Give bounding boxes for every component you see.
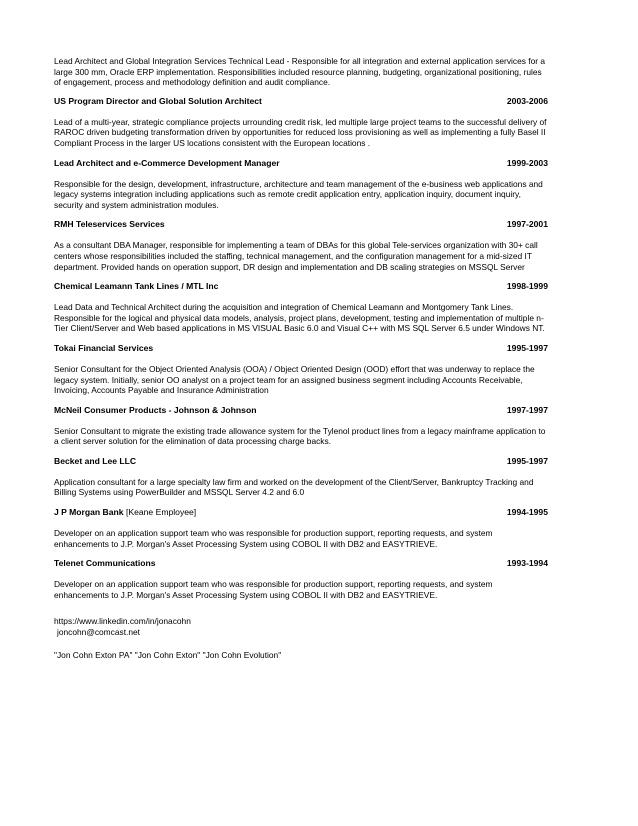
search-keywords: "Jon Cohn Exton PA" "Jon Cohn Exton" "Jon Cohn Evolution" xyxy=(54,650,282,661)
email-link[interactable]: joncohn@comcast.net xyxy=(57,627,140,638)
role-description: Application consultant for a large specialty law firm and worked on the development of the Client/Server, Bankruptcy Tracking and Billing Systems using PowerBuilder and MSSQL Server 4.2 and 6.0 xyxy=(54,476,534,498)
role-title-group xyxy=(54,343,153,354)
contact-block xyxy=(54,616,548,638)
role-title: Chemical Leamann Tank Lines / MTL Inc xyxy=(54,281,219,292)
linkedin-link[interactable]: https://www.linkedin.com/in/jonacohn xyxy=(54,616,191,627)
role-description: Senior Consultant for the Object Oriented Analysis (OOA) / Object Oriented Design (OOD) effort that was underway to replace the legacy system. Initially, senior OO analyst on a project team for an assigned business segment including Accounts Receivable, Invoicing, Accounts Payable and Insurance Administration xyxy=(54,363,535,396)
role-years: 1995-1997 xyxy=(506,342,548,353)
role-title: McNeil Consumer Products - Johnson & Johnson xyxy=(54,404,257,415)
role-description: Developer on an application support team who was responsible for production support, reporting requests, and system enhancements to J.P. Morgan's Asset Processing System using COBOL II with DB2 and EASYTRIEVE. xyxy=(54,579,493,600)
role-header xyxy=(54,281,548,292)
role-title-group xyxy=(54,281,218,292)
role-title-group xyxy=(54,507,196,518)
role-description: Lead of a multi-year, strategic compliance projects urrounding credit risk, led multiple large project teams to the successful delivery of RAROC driven budgeting transformation driven by opportunities for reduced loss provisioning as well as implementing a fully Basel II Compliant Process in the larger US locations consistent with the European locations . xyxy=(54,116,547,148)
role-title: RMH Teleservices Services xyxy=(54,219,165,230)
role-note: [Keane Employee] xyxy=(125,507,197,518)
intro-paragraph: Lead Architect and Global Integration Services Technical Lead - Responsible for all integration and external application services for a large 300 mm, Oracle ERP implementation. Responsibilities included resource planning, budgeting, organizational positioning, rules of engagement, process and methodology definition and audit compliance. xyxy=(54,56,545,88)
role-years: 2003-2006 xyxy=(506,95,548,106)
role-header xyxy=(54,158,548,169)
role-title: J P Morgan Bank xyxy=(54,507,124,518)
role-title-group xyxy=(54,158,280,169)
role-years: 1997-1997 xyxy=(506,404,548,415)
role-title: US Program Director and Global Solution Architect xyxy=(54,95,262,106)
role-description: Developer on an application support team who was responsible for production support, reporting requests, and system enhancements to J.P. Morgan's Asset Processing System using COBOL II with DB2 and EASYTRIEVE. xyxy=(54,528,493,549)
role-title-group xyxy=(54,219,165,230)
role-title-group xyxy=(54,456,136,467)
role-title: Tokai Financial Services xyxy=(54,342,154,353)
role-header xyxy=(54,405,548,416)
role-years: 1995-1997 xyxy=(506,455,548,466)
role-years: 1993-1994 xyxy=(506,558,548,569)
role-title-group xyxy=(54,558,156,569)
role-description: Responsible for the design, development, infrastructure, architecture and team management of the e-business web applications and legacy systems integration including applications such as remote credit application entry, application inquiry, document inquiry, security and system administration modules. xyxy=(54,178,543,210)
role-years: 1999-2003 xyxy=(506,157,548,168)
role-title-group xyxy=(54,405,256,416)
role-years: 1994-1995 xyxy=(506,507,548,518)
role-description: As a consultant DBA Manager, responsible for implementing a team of DBAs for this global Tele-services organization with 30+ call centers whose responsibilities included the staffing, technical management, and the configuration management for a mid-sized IT department. Provided hands on operation support, DR design and implementation and DB scaling strategies on MSSQL Server xyxy=(54,240,538,272)
role-title: Lead Architect and e-Commerce Development Manager xyxy=(54,157,280,168)
role-title: Telenet Communications xyxy=(54,558,156,569)
role-description: Lead Data and Technical Architect during the acquisition and integration of Chemical Leamann and Montgomery Tank Lines. Responsible for the logical and physical data models, analysis, project plans, development, testing and implementation of multiple n-Tier Client/Server and Web based applications in MS VISUAL Basic 6.0 and Visual C++ with MS SQL Server 6.5 under Windows NT. xyxy=(54,302,545,334)
role-header xyxy=(54,96,548,107)
role-years: 1998-1999 xyxy=(506,281,548,292)
role-title-group xyxy=(54,96,262,107)
role-years: 1997-2001 xyxy=(506,219,548,230)
role-description: Senior Consultant to migrate the existing trade allowance system for the Tylenol product lines from a legacy mainframe application to a client server solution for the elimination of data processing charge backs. xyxy=(54,425,546,447)
role-header xyxy=(54,456,548,467)
roles-list xyxy=(54,96,548,601)
role-header xyxy=(54,558,548,569)
role-header xyxy=(54,507,548,518)
role-header xyxy=(54,219,548,230)
role-title: Becket and Lee LLC xyxy=(54,455,137,466)
role-header xyxy=(54,343,548,354)
